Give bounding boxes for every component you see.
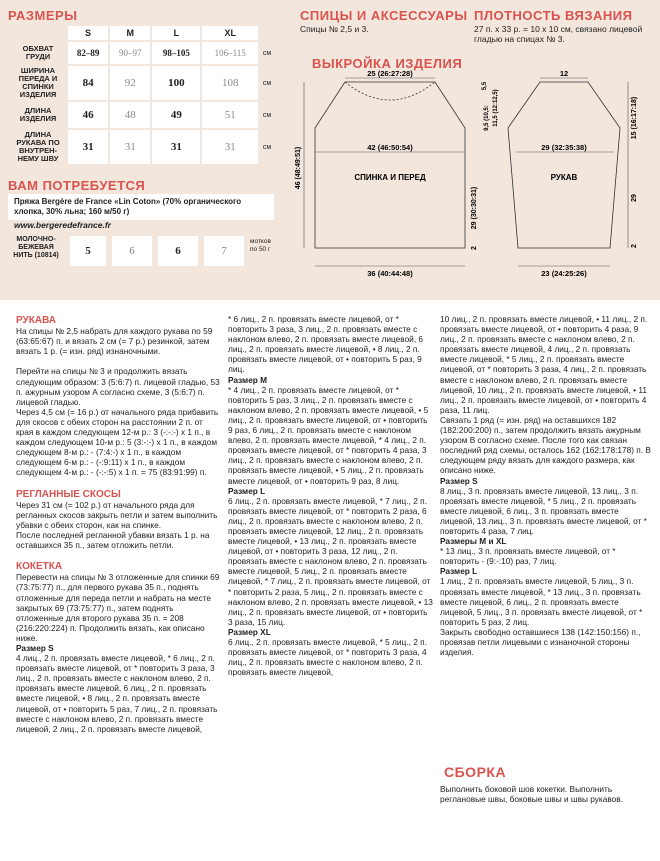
row-label: ОБХВАТ ГРУДИ	[22, 44, 54, 61]
row-label: ДЛИНА ИЗДЕЛИЯ	[19, 106, 57, 123]
section-heading: Размер XL	[228, 626, 271, 637]
section-heading: Размеры M и XL	[440, 536, 507, 547]
sizes-table: S M L XL ОБХВАТ ГРУДИ 82–89 90–97 98–105 106–115 см ШИРИНА ПЕРЕДА И СПИНКИ ИЗДЕЛИЯ 84 92 100 108 см ДЛИНА ИЗДЕЛИЯ 46 48 49 51 см ДЛИНА РУКАВА ПО ВНУТРЕН-НЕМУ ШВУ 31 31 31 31 см	[8, 24, 276, 166]
section-heading: Размер L	[440, 566, 478, 577]
body-width-dim: 42 (46:50:54)	[367, 143, 413, 152]
body-tiny-dim: 2	[471, 246, 478, 250]
paragraph: Перейти на спицы № 3 и продолжить вязать следующим образом: 3 (5:6:7) п. лицевой гладью, 53 п. ажурным узором А согласно схеме, 3 (5:6:7) п. лицевой гладью.	[16, 366, 220, 407]
paragraph: 4 лиц., 2 п. провязать вместе лицевой, * 6 лиц., 2 п. провязать вместе лицевой, от * повторить 3 раза, 3 лиц., 2 п. провязать вместе с наклоном влево, 2 п. провязать вместе лицевой, 6 лиц., 2 п. провязать вместе лицевой, • 8 лиц., 2 п. провязать вместе лицевой, от • повторить 5 раз, 7 лиц., 2 п. провязать вместе с наклоном влево, 2 п. провязать вместе лицевой, 2 лиц., 2 п. провязать вместе лицевой,	[16, 653, 218, 734]
section-heading: Размер S	[440, 475, 478, 486]
paragraph: * 6 лиц., 2 п. провязать вместе лицевой, от * повторить 3 раза, 3 лиц., 2 п. провязать вместе с наклоном влево, 2 п. провязать вместе лицевой, 6 лиц., 2 п. провязать вместе лицевой, • 8 лиц., 2 п. провязать вместе лицевой, от • повторить 5 раз, 9 лиц.	[228, 314, 424, 375]
row-label: ШИРИНА ПЕРЕДА И СПИНКИ ИЗДЕЛИЯ	[18, 66, 58, 99]
row-label: ДЛИНА РУКАВА ПО ВНУТРЕН-НЕМУ ШВУ	[16, 130, 60, 163]
gauge-text: 27 п. x 33 р. = 10 x 10 см, связано лицевой гладью на спицах № 3.	[474, 24, 643, 44]
body-height-dim: 46 (48:49:51)	[295, 146, 302, 190]
paragraph: Закрыть свободно оставшиеся 138 (142:150:156) п., провязав петли лицевыми с изнаночной стороны изделия.	[440, 626, 641, 658]
paragraph	[16, 478, 222, 488]
section-heading: КОКЕТКА	[16, 561, 63, 573]
color-label: МОЛОЧНО-БЕЖЕВАЯ НИТЬ (10814)	[13, 236, 59, 259]
size-m: M	[110, 26, 150, 40]
body-bottom-dim: 36 (40:44:48)	[367, 269, 413, 278]
paragraph: 6 лиц., 2 п. провязать вместе лицевой, * 5 лиц., 2 п. провязать вместе лицевой, от * повторить 3 раза, 4 лиц., 2 п. провязать вместе с наклоном влево, 2 п. провязать вместе лицевой,	[228, 637, 427, 678]
yarn-description: Пряжа Bergère de France «Lin Coton» (70% органического хлопка, 30% льна; 160 м/50 г)	[8, 194, 274, 220]
paragraph: * 4 лиц., 2 п. провязать вместе лицевой, от * повторить 5 раз, 3 лиц., 2 п. провязать вместе с наклоном влево, 2 п. провязать вместе лицевой, • 5 лиц., 2 п. провязать вместе лицевой, от • повторить 9 раз, 6 лиц., 2 п. провязать вместе с наклоном влево, 2 п. провязать вместе лицевой, * 4 лиц., 2 п. провязать вместе лицевой, от * повторить 4 раза, 3 лиц., 2 п. провязать вместе с наклоном влево, 2 п. провязать вместе лицевой, • 5 лиц., 2 п. провязать вместе лицевой, от • повторить 9 раз, 8 лиц.	[228, 384, 429, 486]
paragraph: Перевести на спицы № 3 отложенные для спинки 69 (73:75:77) п., для первого рукава 35 п., поднять отложенные для переда петли и набрать на месте закрытых 69 (73:75:77) п., затем поднять отложенные для второго рукава 35 п. = 208 (216:220:224) п. Продолжить вязать, как описано ниже.	[16, 572, 220, 643]
body-top-dim: 25 (26:27:28)	[367, 69, 413, 78]
size-l: L	[152, 26, 200, 40]
paragraph: Через 4,5 см (= 16 р.) от начального ряда прибавить для скосов с обеих сторон на расстоянии 2 п. от края в каждом следующем 12-м р.: 3 (-:-:-) х 1 п., в каждом следующем 10-м р.: 5 (3:-:-) х 1 п., в каждом следующем 8-м р.: - (7:4:-) х 1 п., в каждом следующем 6-м р.: - (-:9:11) х 1 п., в каждом следующем 4-м р.: - (-:-:5) х 1 п. = 75 (83:91:99) п.	[16, 406, 219, 478]
paragraph: 8 лиц., 3 п. провязать вместе лицевой, 13 лиц., 3 п. провязать вместе лицевой, * 5 лиц., 2 п. провязать вместе лицевой, 6 лиц., 3 п. провязать вместе лицевой, 13 лиц., 3 п. провязать вместе лицевой, от * повторить 4 раза, 7 лиц.	[440, 485, 647, 536]
paragraph: После последней регланной убавки вязать 1 р. на оставшихся 35 п., затем отложить петли.	[16, 529, 210, 551]
section-heading: РЕГЛАННЫЕ СКОСЫ	[16, 488, 121, 500]
section-heading: Размер L	[228, 485, 266, 496]
paragraph: Через 31 см (= 102 р.) от начального ряда для регланных скосов закрыть петли и затем выполнить убавки с обеих сторон, как на спинке.	[16, 499, 218, 530]
paragraph: * 13 лиц., 3 п. провязать вместе лицевой, от * повторить - (9:-:10) раз, 7 лиц.	[440, 546, 616, 567]
sleeve-raglan-dim: 15 (16:17:18)	[631, 96, 638, 140]
sizes-title: РАЗМЕРЫ	[8, 8, 78, 23]
body-outline	[315, 82, 465, 248]
sleeve-top-dim: 12	[559, 69, 569, 78]
size-s: S	[68, 26, 108, 40]
instructions-column-2	[228, 314, 434, 854]
assembly-title: СБОРКА	[444, 764, 507, 780]
needs-title: ВАМ ПОТРЕБУЕТСЯ	[8, 178, 146, 193]
body-small-dim: 5,5	[482, 81, 488, 91]
paragraph: 10 лиц., 2 п. провязать вместе лицевой, • 11 лиц., 2 п. провязать вместе лицевой, от • повторить 4 раза, 9 лиц., 2 п. провязать вместе с наклоном влево, 2 п. провязать вместе лицевой, 4 лиц., 2 п. провязать вместе лицевой, * 5 лиц., 2 п. провязать вместе лицевой, от * повторить 3 раза, 4 лиц., 2 п. провязать вместе с наклоном влево, 2 п. провязать вместе лицевой, 10 лиц., 2 п. провязать вместе лицевой, • 11 лиц., 2 п. провязать вместе лицевой, от • повторить 4 раза, 11 лиц.	[440, 314, 648, 415]
sleeve-height-dim: 29	[631, 194, 638, 202]
skein-unit: мотков по 50 г	[250, 238, 271, 253]
assembly-text: Выполнить боковой шов кокетки. Выполнить реглановые швы, боковые швы и швы рукавов.	[440, 784, 623, 805]
paragraph	[16, 550, 222, 560]
sleeve-width-dim: 29 (32:35:38)	[541, 143, 587, 152]
paragraph: На спицы № 2,5 набрать для каждого рукава по 59 (63:65:67) п. и вязать 2 см (= 7 р.) резинкой, затем вязать 1 р. (= изн. ряд) изнаночными.	[16, 326, 213, 357]
paragraph: 1 лиц., 2 п. провязать вместе лицевой, 5 лиц., 3 п. провязать вместе лицевой, * 13 лиц., 3 п. провязать вместе лицевой, 6 лиц., 2 п. провязать вместе лицевой, 5 лиц., 3 п. провязать вместе лицевой, от * повторить 5 раз, 2 лиц.	[440, 576, 643, 627]
pattern-diagram	[290, 68, 660, 280]
pattern-title: ВЫКРОЙКА ИЗДЕЛИЯ	[312, 56, 463, 71]
paragraph: Связать 1 ряд (= изн. ряд) на оставшихся 182 (182:200:200) п., затем продолжить вязать ажурным узором В согласно схеме. После того как связан последний ряд схемы, осталось 162 (162:178:178) п. В следующем ряду вязать для каждого размера, как описано ниже.	[440, 414, 651, 476]
needles-title: СПИЦЫ И АКСЕССУАРЫ	[300, 8, 468, 23]
paragraph: 6 лиц., 2 п. провязать вместе лицевой, * 7 лиц., 2 п. провязать вместе лицевой, от * повторить 2 раза, 6 лиц., 2 п. провязать вместе с наклоном влево, 2 п. провязать вместе лицевой, 12 лиц., 2 п. провязать вместе лицевой, • 13 лиц., 2 п. провязать вместе лицевой, от • повторить 3 раза, 12 лиц., 2 п. провязать вместе с наклоном влево, 2 п. провязать вместе лицевой, 5 лиц., 2 п. провязать вместе лицевой, * 7 лиц., 2 п. провязать вместе лицевой, от * повторить 2 раза, 5 лиц., 2 п. провязать вместе с наклоном влево, 2 п. провязать вместе лицевой, • 13 лиц., 2 п. провязать вместе лицевой, от • повторить 3 раза, 15 лиц.	[228, 495, 433, 627]
instructions-column-3	[440, 314, 652, 754]
section-heading: РУКАВА	[16, 315, 57, 326]
body-raglan2-dim: 9,5 (10,5:	[484, 105, 490, 131]
body-label: СПИНКА И ПЕРЕД	[354, 173, 426, 182]
needles-text: Спицы № 2,5 и 3.	[300, 24, 369, 34]
sleeve-bottom-dim: 23 (24:25:26)	[541, 269, 587, 278]
section-heading: Размер S	[16, 643, 54, 653]
body-raglan-dim: 11,5 (12:12,5)	[493, 89, 499, 127]
website-link[interactable]: www.bergeredefrance.fr	[14, 220, 111, 230]
body-lower-dim: 29 (30:30:31)	[471, 186, 478, 230]
section-heading: Размер M	[228, 374, 268, 385]
neck-line	[345, 82, 435, 100]
paragraph	[16, 356, 222, 366]
size-xl: XL	[202, 26, 258, 40]
instructions-column-1	[16, 314, 222, 854]
sleeve-outline	[508, 82, 620, 248]
sleeve-label: РУКАВ	[550, 173, 578, 182]
sleeve-tiny-dim: 2	[631, 244, 638, 248]
gauge-title: ПЛОТНОСТЬ ВЯЗАНИЯ	[474, 8, 633, 23]
